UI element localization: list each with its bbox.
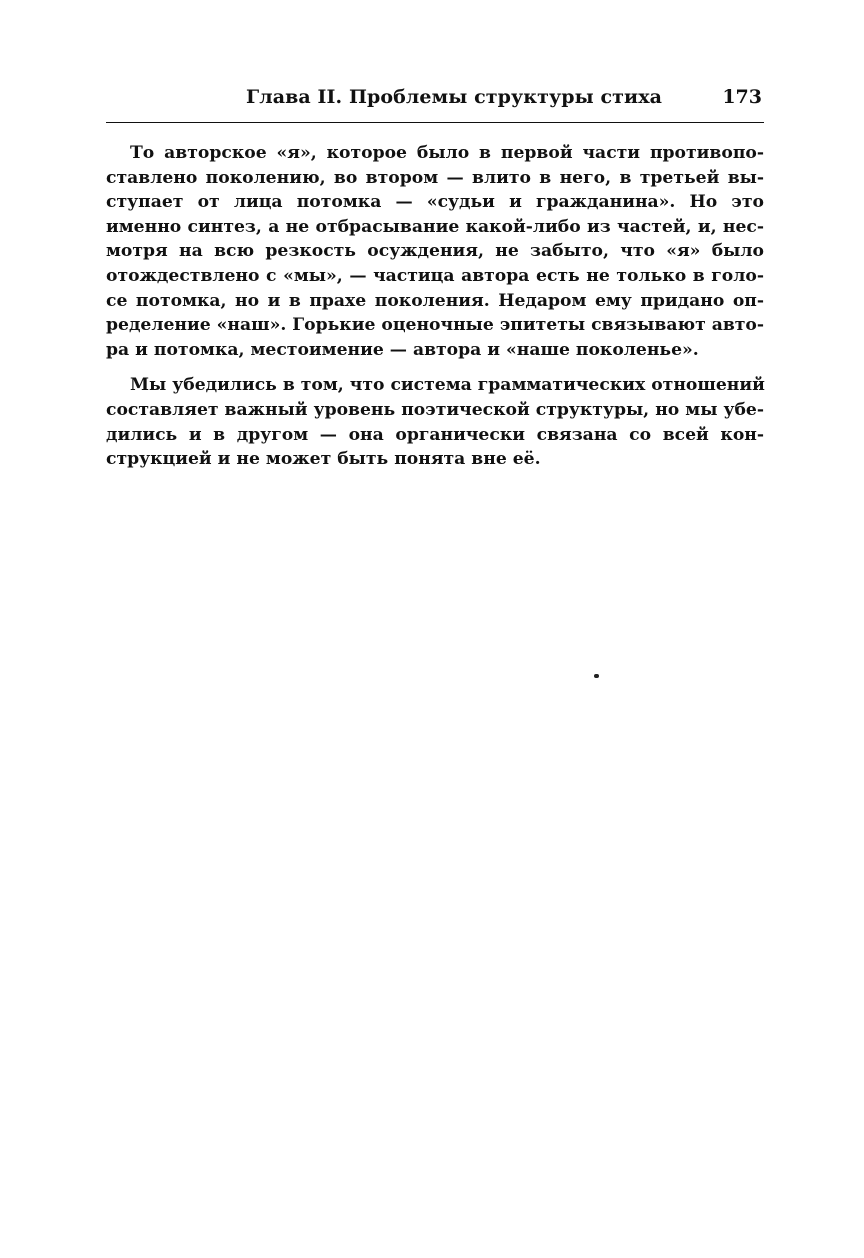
paragraph-1	[106, 141, 764, 362]
page-number: 173	[722, 86, 762, 108]
text-line: ра и потомка, местоимение — автора и «наше поколенье».	[106, 339, 699, 360]
text-line: дились и в другом — она органически связана со всей кон-	[106, 424, 764, 445]
body-text	[106, 141, 764, 472]
running-head	[106, 86, 764, 116]
text-line: отождествлено с «мы», — частица автора есть не только в голо-	[106, 265, 764, 286]
text-line: мотря на всю резкость осуждения, не забыто, что «я» было	[106, 241, 764, 262]
text-line: струкцией и не может быть понята вне её.	[106, 449, 541, 470]
header-rule	[106, 122, 764, 123]
paragraph-2	[106, 373, 764, 471]
text-line: То авторское «я», которое было в первой части противопо-	[130, 143, 764, 163]
text-line: ределение «наш». Горькие оценочные эпитеты связывают авто-	[106, 315, 765, 336]
text-line: именно синтез, а не отбрасывание какой-либо из частей, и, нес-	[106, 216, 764, 237]
print-speck	[594, 674, 599, 678]
text-line: се потомка, но и в прахе поколения. Недаром ему придано оп-	[106, 290, 764, 311]
paragraph-gap	[106, 362, 764, 373]
text-line: ставлено поколению, во втором — влито в него, в третьей вы-	[106, 167, 764, 188]
text-line: составляет важный уровень поэтической структуры, но мы убе-	[106, 399, 764, 420]
running-title: Глава II. Проблемы структуры стиха	[246, 86, 663, 108]
text-line: ступает от лица потомка — «судьи и гражданина». Но это	[106, 192, 764, 213]
text-line: Мы убедились в том, что система грамматических отношений	[130, 375, 765, 396]
